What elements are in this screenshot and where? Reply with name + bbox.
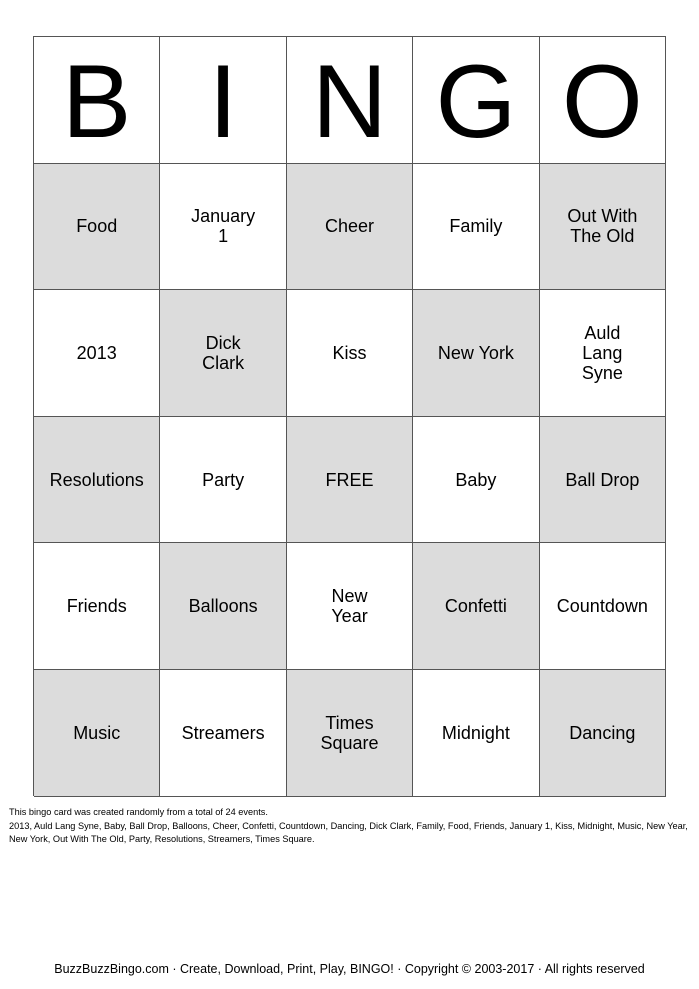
bingo-cell: January 1 bbox=[160, 164, 286, 291]
bingo-row bbox=[34, 417, 666, 544]
free-space-cell: FREE bbox=[287, 417, 413, 544]
bingo-cell: Cheer bbox=[287, 164, 413, 291]
bingo-row bbox=[34, 290, 666, 417]
bingo-cell: 2013 bbox=[34, 290, 160, 417]
bingo-cell: Out With The Old bbox=[540, 164, 666, 291]
bingo-cell: Ball Drop bbox=[540, 417, 666, 544]
bingo-cell: Baby bbox=[413, 417, 539, 544]
bingo-header-row bbox=[34, 37, 666, 164]
bingo-cell: Party bbox=[160, 417, 286, 544]
bingo-cell: New York bbox=[413, 290, 539, 417]
card-info-note bbox=[9, 806, 689, 847]
bingo-cell: Friends bbox=[34, 543, 160, 670]
card-info-summary: This bingo card was created randomly from a total of 24 events. bbox=[9, 807, 268, 817]
bingo-cell: New Year bbox=[287, 543, 413, 670]
bingo-cell: Times Square bbox=[287, 670, 413, 797]
header-letter-g: G bbox=[413, 37, 539, 164]
bingo-grid bbox=[34, 164, 666, 797]
bingo-cell: Dick Clark bbox=[160, 290, 286, 417]
bingo-cell: Dancing bbox=[540, 670, 666, 797]
bingo-cell: Auld Lang Syne bbox=[540, 290, 666, 417]
bingo-cell: Music bbox=[34, 670, 160, 797]
bingo-cell: Countdown bbox=[540, 543, 666, 670]
bingo-cell: Midnight bbox=[413, 670, 539, 797]
bingo-cell: Streamers bbox=[160, 670, 286, 797]
bingo-cell: Resolutions bbox=[34, 417, 160, 544]
bingo-row bbox=[34, 670, 666, 797]
header-letter-o: O bbox=[540, 37, 666, 164]
bingo-cell: Food bbox=[34, 164, 160, 291]
bingo-cell: Family bbox=[413, 164, 539, 291]
bingo-card bbox=[33, 36, 666, 796]
page-footer: BuzzBuzzBingo.com · Create, Download, Print, Play, BINGO! · Copyright © 2003-2017 · All rights reserved bbox=[54, 962, 645, 976]
header-letter-n: N bbox=[287, 37, 413, 164]
bingo-cell: Kiss bbox=[287, 290, 413, 417]
bingo-row bbox=[34, 164, 666, 291]
bingo-row bbox=[34, 543, 666, 670]
bingo-cell: Balloons bbox=[160, 543, 286, 670]
card-info-event-list: 2013, Auld Lang Syne, Baby, Ball Drop, Balloons, Cheer, Confetti, Countdown, Dancing, Dick Clark, Family, Food, Friends, January 1, Kiss, Midnight, Music, New Year, New York, Out With The Old, Party, Resolutions, Streamers, Times Square. bbox=[9, 820, 688, 844]
bingo-cell: Confetti bbox=[413, 543, 539, 670]
header-letter-b: B bbox=[34, 37, 160, 164]
header-letter-i: I bbox=[160, 37, 286, 164]
